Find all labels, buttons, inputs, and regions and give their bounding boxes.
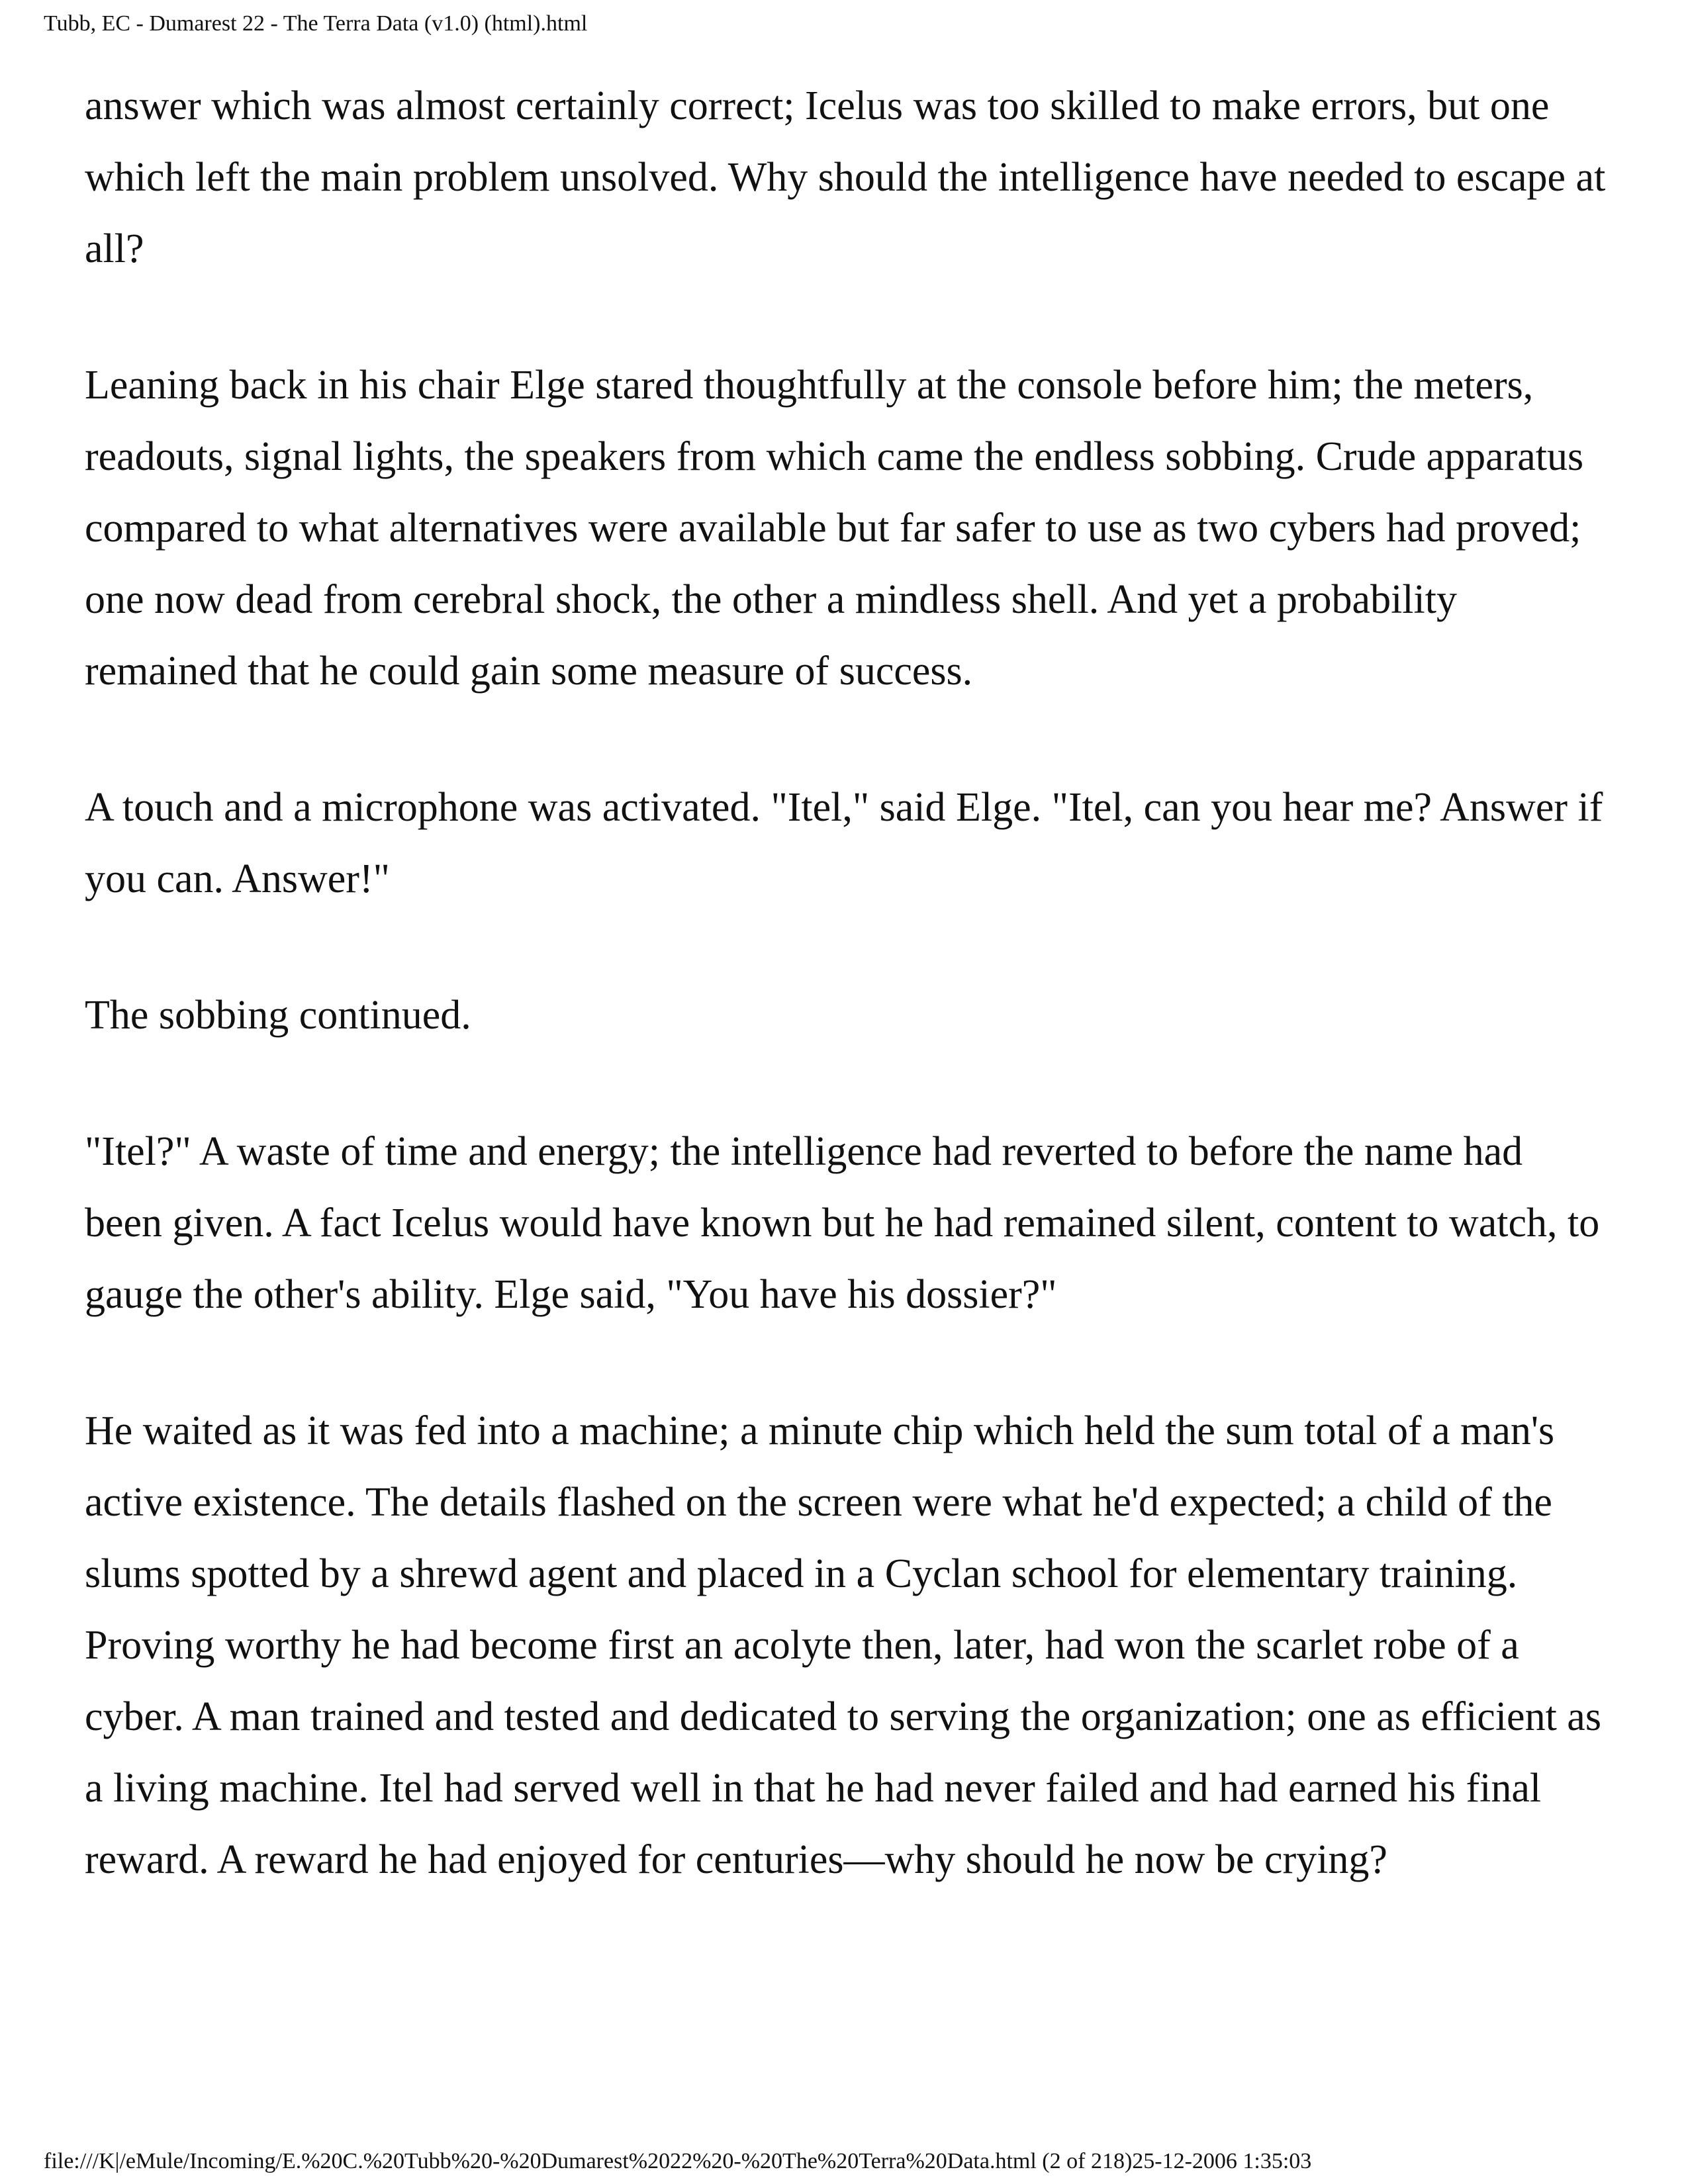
document-body [85, 70, 1607, 1895]
page-header: Tubb, EC - Dumarest 22 - The Terra Data (v1.0) (html).html [44, 11, 588, 36]
paragraph: answer which was almost certainly correct; Icelus was too skilled to make errors, but one which left the main problem unsolved. Why should the intelligence have needed to escape at all? [85, 83, 1606, 271]
paragraph: A touch and a microphone was activated. "Itel," said Elge. "Itel, can you hear me? Answer if you can. Answer!" [85, 785, 1603, 901]
paragraph: "Itel?" A waste of time and energy; the intelligence had reverted to before the name had been given. A fact Icelus would have known but he had remained silent, content to watch, to gauge the other's ability. Elge said, "You have his dossier?" [85, 1129, 1600, 1317]
paragraph: Leaning back in his chair Elge stared thoughtfully at the console before him; the meters, readouts, signal lights, the speakers from which came the endless sobbing. Crude apparatus compared to what alternatives were available but far safer to use as two cybers had proved; one now dead from cerebral shock, the other a mindless shell. And yet a probability remained that he could gain some measure of success. [85, 363, 1584, 694]
paragraph: He waited as it was fed into a machine; a minute chip which held the sum total of a man's active existence. The details flashed on the screen were what he'd expected; a child of the slums spotted by a shrewd agent and placed in a Cyclan school for elementary training. Proving worthy he had become first an acolyte then, later, had won the scarlet robe of a cyber. A man trained and tested and dedicated to serving the organization; one as efficient as a living machine. Itel had served well in that he had never failed and had earned his final reward. A reward he had enjoyed for centuries—why should he now be crying? [85, 1408, 1601, 1882]
paragraph: The sobbing continued. [85, 993, 471, 1038]
page-footer: file:///K|/eMule/Incoming/E.%20C.%20Tubb%20-%20Dumarest%2022%20-%20The%20Terra%20Data.html (2 of 218)25-12-2006 1:35:03 [44, 2149, 1312, 2173]
